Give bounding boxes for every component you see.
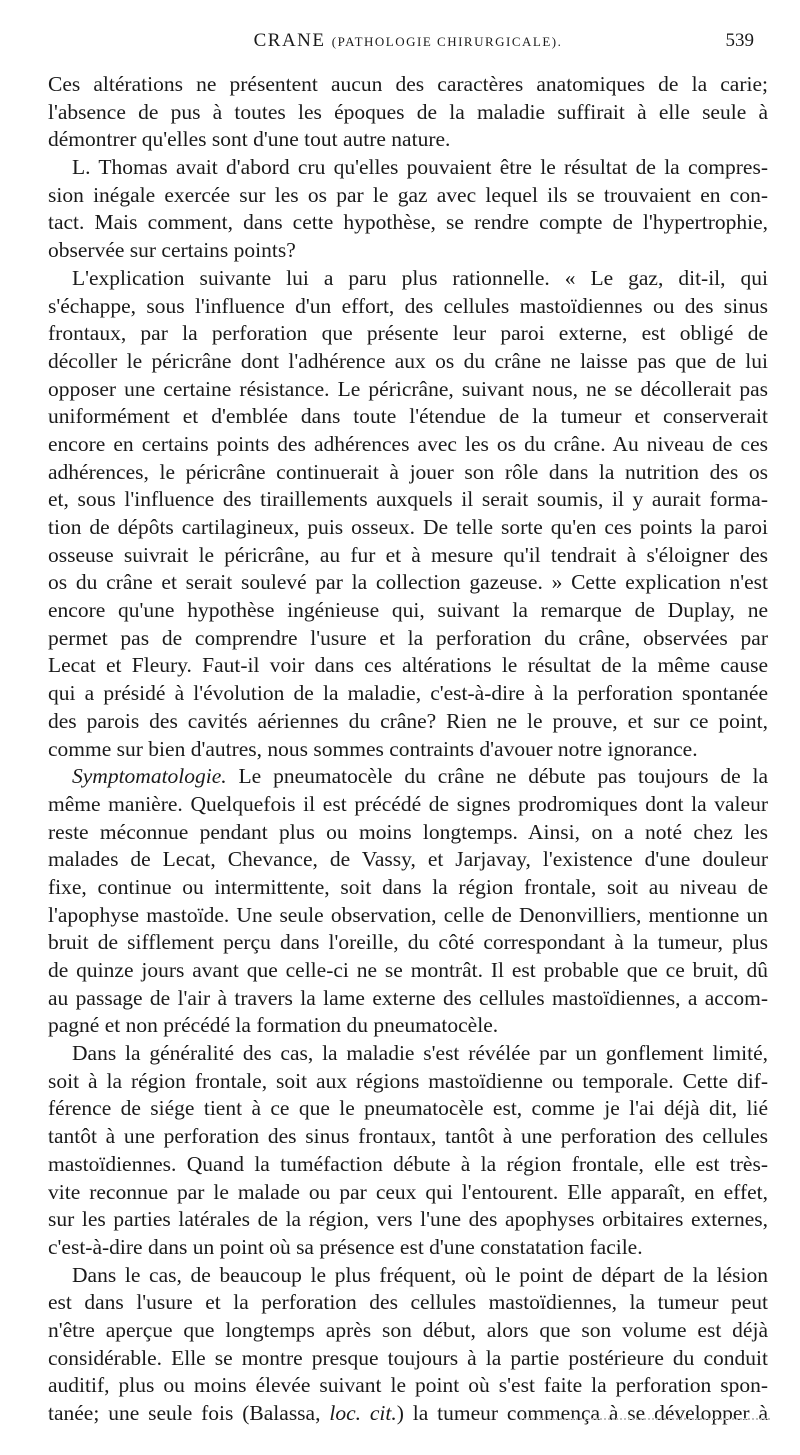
text-line: tantôt à une perforation des sinus frontaux, tantôt à une perforation des cellules (48, 1124, 768, 1149)
text-line: frontaux, par la perforation que présente leur paroi externe, est obligé de (48, 321, 768, 346)
text-line: os du crâne et serait soulevé par la collection gazeuse. » Cette explication n'est (48, 570, 768, 595)
text-line: encore qu'une hypothèse ingénieuse qui, suivant la remarque de Duplay, ne (48, 598, 768, 623)
citation-loc-cit: loc. cit. (329, 1401, 397, 1425)
text-span: tanée; une seule fois (Balassa, (48, 1401, 321, 1425)
text-line: démontrer qu'elles sont d'une tout autre nature. (48, 127, 451, 152)
text-line: osseuse suivrait le péricrâne, au fur et à mesure qu'il tendrait à s'éloigner des (48, 542, 768, 567)
text-line: est dans l'usure et la perforation des cellules mastoïdiennes, la tumeur peut (48, 1290, 768, 1315)
text-line: pagné et non précédé la formation du pneumatocèle. (48, 1013, 499, 1038)
text-line: observée sur certains points? (48, 238, 296, 263)
text-line: comme sur bien d'autres, nous sommes contraints d'avouer notre ignorance. (48, 736, 698, 761)
text-line: sur les parties latérales de la région, vers l'une des apophyses orbitaires externes, (48, 1207, 768, 1232)
text-line: Lecat et Fleury. Faut-il voir dans ces altérations le résultat de la même cause (48, 653, 768, 678)
body-text (48, 71, 768, 1428)
section-heading-symptomatologie: Symptomatologie. (72, 764, 227, 789)
text-line: opposer une certaine résistance. Le péricrâne, suivant nous, ne se décollerait pas (48, 376, 768, 401)
text-line: soit à la région frontale, soit aux régions mastoïdienne ou temporale. Cette dif- (48, 1068, 768, 1093)
running-head-title: CRANE (253, 30, 326, 51)
running-head-subtitle: (PATHOLOGIE CHIRURGICALE). (331, 34, 563, 49)
page-number: 539 (725, 30, 754, 51)
text-line: Dans la généralité des cas, la maladie s'est révélée par un gonflement limité, (72, 1041, 768, 1066)
text-line: permet pas de comprendre l'usure et la perforation du crâne, observées par (48, 625, 768, 650)
text-line: encore en certains points des adhérences avec les os du crâne. Au niveau de ces (48, 431, 768, 456)
text-line: n'être aperçue que longtemps après son début, alors que son volume est déjà (48, 1317, 768, 1342)
text-span: Le pneumatocèle du crâne ne débute pas toujours de la (238, 764, 768, 789)
text-line: l'absence de pus à toutes les époques de la maladie suffirait à elle seule à (48, 99, 768, 124)
text-line: et, sous l'influence des tiraillements auxquels il serait soumis, il y aurait forma- (48, 487, 768, 512)
text-line: bruit de sifflement perçu dans l'oreille, du côté correspondant à la tumeur, plus (48, 930, 768, 955)
text-line: sion inégale exercée sur les os par le gaz avec lequel ils se trouvaient en con- (48, 182, 768, 207)
text-line: tact. Mais comment, dans cette hypothèse, se rendre compte de l'hypertrophie, (48, 210, 768, 235)
text-line: décoller le péricrâne dont l'adhérence aux os du crâne ne laisse pas que de lui (48, 348, 768, 373)
text-line: au passage de l'air à travers la lame externe des cellules mastoïdiennes, a accom- (48, 985, 768, 1010)
text-line: des parois des cavités aériennes du crâne? Rien ne le prouve, et sur ce point, (48, 708, 768, 733)
text-line: L'explication suivante lui a paru plus rationnelle. « Le gaz, dit-il, qui (72, 265, 768, 290)
text-line: qui a présidé à l'évolution de la maladie, c'est-à-dire à la perforation spontanée (48, 681, 768, 706)
text-line: vite reconnue par le malade ou par ceux qui l'entourent. Elle apparaît, en effet, (48, 1179, 768, 1204)
text-span: ) la tumeur commença à se développer à (396, 1401, 768, 1425)
text-line: mastoïdiennes. Quand la tuméfaction débute à la région frontale, elle est très- (48, 1151, 768, 1176)
text-line: tion de dépôts cartilagineux, puis osseux. De telle sorte qu'en ces points la paroi (48, 515, 768, 539)
text-line: fixe, continue ou intermittente, soit dans la région frontale, soit au niveau de (48, 874, 768, 899)
text-line: férence de siége tient à ce que le pneumatocèle est, comme je l'ai déjà dit, lié (48, 1096, 768, 1121)
page-header (48, 30, 768, 60)
text-line: considérable. Elle se montre presque toujours à la partie postérieure du conduit (48, 1345, 768, 1370)
text-line: même manière. Quelquefois il est précédé de signes prodromiques dont la valeur (48, 791, 768, 816)
text-line: c'est-à-dire dans un point où sa présence est d'une constatation facile. (48, 1234, 643, 1259)
running-head (48, 30, 768, 52)
page-bottom-rule (520, 1414, 770, 1420)
text-line: auditif, plus ou moins élevée suivant le point où s'est faite la perforation spon- (48, 1373, 768, 1398)
text-line: uniformément et d'emblée dans toute l'étendue de la tumeur et conserverait (48, 404, 768, 429)
text-line: s'échappe, sous l'influence d'un effort, des cellules mastoïdiennes ou des sinus (48, 293, 768, 318)
text-line: L. Thomas avait d'abord cru qu'elles pouvaient être le résultat de la compres- (72, 155, 768, 180)
text-line: reste méconnue pendant plus ou moins longtemps. Ainsi, on a noté chez les (48, 819, 768, 844)
text-line: Dans le cas, de beaucoup le plus fréquent, où le point de départ de la lésion (72, 1262, 768, 1287)
text-line: malades de Lecat, Chevance, de Vassy, et Jarjavay, l'existence d'une douleur (48, 847, 768, 872)
text-line: adhérences, le péricrâne continuerait à jouer son rôle dans la nutrition des os (48, 459, 768, 484)
text-line: l'apophyse mastoïde. Une seule observation, celle de Denonvilliers, mentionne un (48, 902, 768, 927)
text-line: Ces altérations ne présentent aucun des caractères anatomiques de la carie; (48, 72, 768, 96)
text-line (48, 763, 768, 791)
text-line: de quinze jours avant que celle-ci ne se montrât. Il est probable que ce bruit, dû (48, 958, 768, 982)
